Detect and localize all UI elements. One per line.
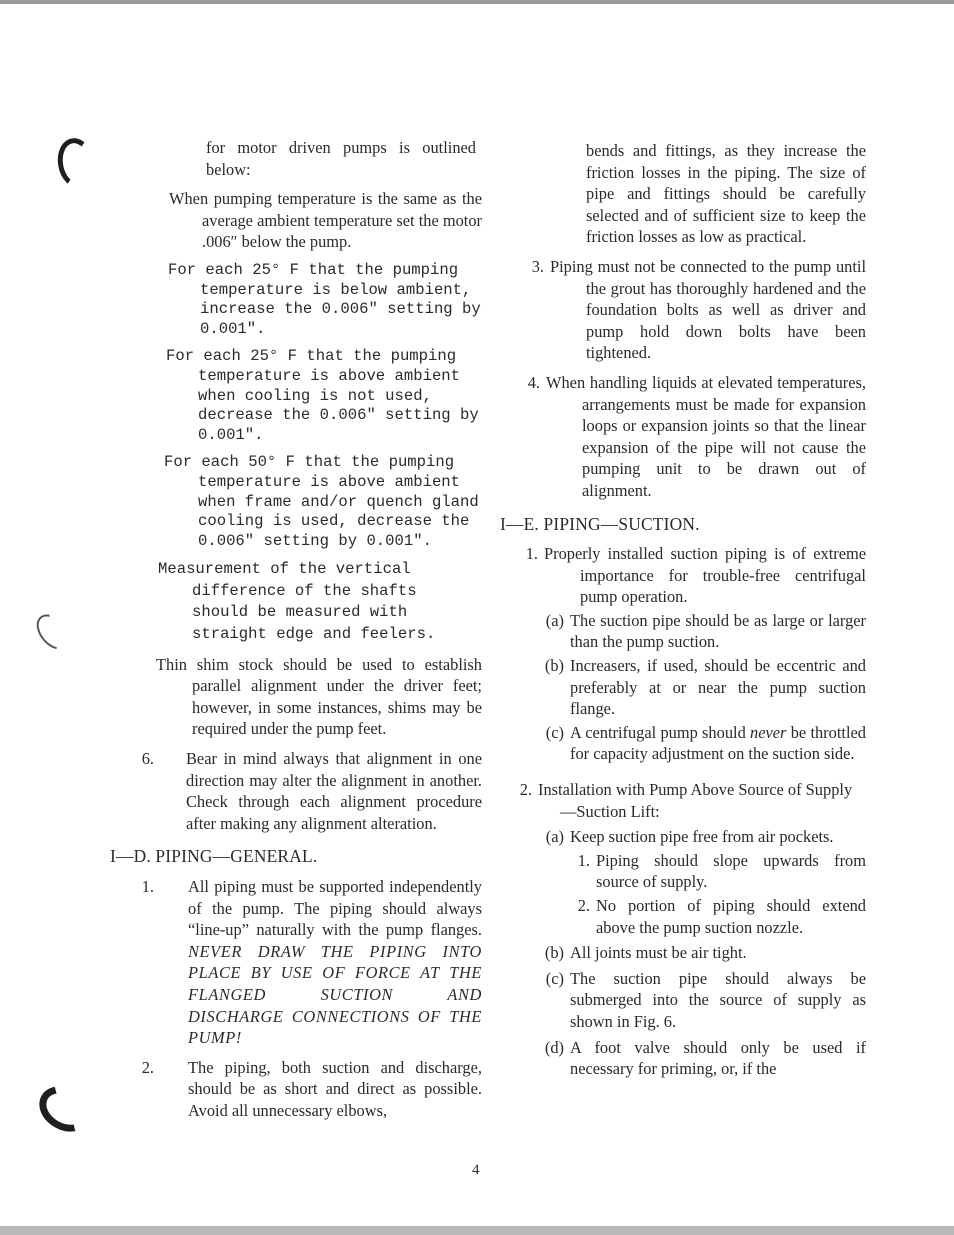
item-text: The suction pipe should be as large or larger than the pump suction.: [570, 610, 866, 652]
suction-item-2d: [512, 1037, 866, 1080]
suction-item-2b: [512, 942, 866, 964]
item-body: [570, 722, 866, 765]
item-text: Piping must not be connected to the pump until the grout has thoroughly hardened and the foundation bolts as well as driver and pump hold down bolts have been tightened.: [550, 256, 866, 363]
item-label: (c): [545, 722, 564, 742]
item-number: 1.: [141, 877, 154, 896]
item-text-after: be throttled for capacity adjustment on the suction side.: [570, 722, 866, 764]
intro-paragraph: for motor driven pumps is outlined below:: [206, 138, 476, 179]
item-text: Bear in mind always that alignment in one direction may alter the alignment in another. Check through each alignment procedure after making any alignment alteration.: [186, 749, 482, 833]
alignment-item-6: [110, 748, 482, 834]
item-number: 3.: [531, 256, 544, 276]
above-ambient-paragraph: For each 25° F that the pumping temperature is above ambient when cooling is not used, decrease the 0.006″ setting by 0.001″.: [166, 347, 479, 444]
item-number: 4.: [527, 372, 540, 392]
page-bottom-edge: [0, 1226, 954, 1235]
suction-item-2a-2: [512, 895, 866, 938]
item-text: When handling liquids at elevated temperatures, arrangements must be made for expansion loops or expansion joints so that the linear expansion of the pipe will not cause the pumping unit to be drawn out of alignment.: [546, 372, 866, 500]
item-text: A foot valve should only be used if necessary for priming, or, if the: [570, 1037, 866, 1079]
suction-item-1-lead: [518, 543, 866, 608]
piping-general-heading: I—D. PIPING—GENERAL.: [110, 846, 318, 867]
item-label: (b): [544, 656, 564, 676]
item-text: All piping must be supported independently of the pump. The piping should always “line-up” naturally with the pump flanges.: [188, 877, 482, 940]
item-number: 2.: [519, 780, 532, 800]
page-number: 4: [472, 1162, 480, 1178]
general-item-3: [500, 256, 866, 364]
measurement-paragraph: Measurement of the vertical difference of the shafts should be measured with straight edge and feelers.: [158, 560, 436, 644]
item-label: (c): [545, 968, 564, 988]
suction-item-2a-1: [512, 850, 866, 893]
item-number: 2.: [141, 1057, 154, 1077]
general-item-1: [110, 876, 482, 1049]
item-body: [160, 876, 482, 1049]
item-number: 1.: [525, 544, 538, 564]
item-text: The piping, both suction and discharge, should be as short and direct as possible. Avoid all unnecessary elbows,: [188, 1057, 482, 1120]
suction-item-1: [500, 543, 866, 765]
item-number: 6.: [141, 749, 154, 769]
item-text: Piping should slope upwards from source of supply.: [596, 850, 866, 892]
suction-item-2a: [512, 826, 866, 848]
general-item-2: [110, 1057, 482, 1122]
binder-hole-middle: [30, 608, 76, 655]
shim-stock-paragraph: Thin shim stock should be used to establish parallel alignment under the driver feet; however, in some instances, shims may be required under the pump feet.: [156, 654, 482, 739]
never-emphasis: never: [750, 722, 787, 742]
item-label: (d): [544, 1037, 564, 1057]
item-text: All joints must be air tight.: [570, 943, 747, 963]
same-temperature-paragraph: When pumping temperature is the same as the average ambient temperature set the motor .006″ below the pump.: [169, 189, 482, 252]
left-column: [110, 137, 482, 1130]
below-ambient-paragraph: For each 25° F that the pumping temperature is below ambient, increase the 0.006″ setting by 0.001″.: [168, 260, 481, 338]
page-top-edge: [0, 0, 954, 4]
general-item-4: [500, 372, 866, 502]
item-text: Keep suction pipe free from air pockets.: [570, 827, 834, 847]
binder-hole-top: [54, 135, 98, 190]
suction-item-1b: [518, 655, 866, 720]
quench-gland-paragraph: For each 50° F that the pumping temperature is above ambient when frame and/or quench gland cooling is used, decrease the 0.006″ setting by 0.001″.: [164, 453, 479, 550]
item-number: 1.: [577, 850, 590, 870]
item-label: (a): [545, 827, 564, 847]
item-text: Properly installed suction piping is of extreme importance for trouble-free centrifugal pump operation.: [544, 544, 866, 607]
right-column: [500, 140, 866, 1088]
warning-emphasis: NEVER DRAW THE PIPING INTO PLACE BY USE OF FORCE AT THE FLANGED SUCTION AND DISCHARGE CONNECTIONS OF THE PUMP!: [188, 941, 482, 1048]
suction-item-2: [500, 779, 866, 1080]
item-text-before: A centrifugal pump should: [570, 722, 746, 742]
item-label: (b): [544, 943, 564, 963]
item-text: No portion of piping should extend above the pump suction nozzle.: [596, 896, 866, 937]
item-text: The suction pipe should always be submerged into the source of supply as shown in Fig. 6.: [570, 968, 866, 1031]
piping-suction-heading: I—E. PIPING—SUCTION.: [500, 513, 700, 534]
suction-item-2-lead: [512, 779, 866, 822]
item-label: (a): [545, 610, 564, 630]
binder-hole-bottom: [31, 1077, 99, 1140]
suction-item-1c: [518, 722, 866, 765]
continuation-paragraph: bends and fittings, as they increase the friction losses in the piping. The size of pipe and fittings should be carefully selected and of sufficient size to keep the friction losses as low as practical.: [586, 141, 866, 247]
item-number: 2.: [577, 896, 590, 915]
item-text: Increasers, if used, should be eccentric and preferably at or near the pump suction flange.: [570, 656, 866, 719]
suction-item-1a: [518, 610, 866, 653]
item-text: Installation with Pump Above Source of Supply—Suction Lift:: [538, 780, 853, 821]
suction-item-2c: [512, 968, 866, 1033]
